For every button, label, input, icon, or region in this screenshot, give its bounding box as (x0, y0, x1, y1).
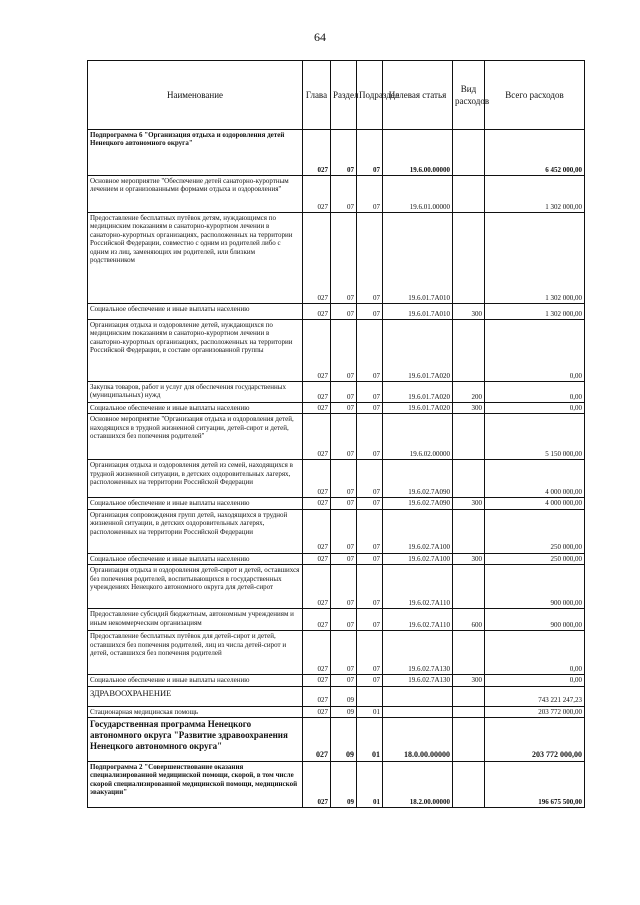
header-section: Раздел (331, 61, 357, 130)
row-subsection: 07 (357, 403, 383, 414)
table-row (88, 761, 585, 807)
row-name: Предоставление субсидий бюджетным, автономным учреждениям и иным некоммерческим организациям (88, 609, 303, 631)
row-article: 19.6.02.00000 (383, 414, 453, 460)
row-subsection: 01 (357, 706, 383, 717)
row-amount: 203 772 000,00 (485, 717, 585, 761)
table-row (88, 609, 585, 631)
row-amount: 1 302 000,00 (485, 213, 585, 304)
row-chapter: 027 (303, 176, 331, 213)
row-chapter: 027 (303, 213, 331, 304)
row-amount: 900 000,00 (485, 609, 585, 631)
row-section: 07 (331, 565, 357, 609)
row-subsection: 07 (357, 320, 383, 382)
row-article: 19.6.02.7А130 (383, 675, 453, 686)
table-row (88, 176, 585, 213)
row-name: Организация сопровождения групп детей, находящихся в трудной жизненной ситуации, в детских оздоровительных лагерях, расположенных на территории Российской Федерации (88, 509, 303, 553)
row-section: 07 (331, 176, 357, 213)
row-subsection: 07 (357, 631, 383, 675)
row-article (383, 686, 453, 706)
row-chapter: 027 (303, 686, 331, 706)
row-subsection: 07 (357, 460, 383, 498)
row-article: 19.6.01.00000 (383, 176, 453, 213)
table-row (88, 686, 585, 706)
row-amount: 0,00 (485, 320, 585, 382)
table-row (88, 706, 585, 717)
table-row (88, 553, 585, 564)
table-row (88, 213, 585, 304)
row-chapter: 027 (303, 414, 331, 460)
header-expense-type: Вид расходов (453, 61, 485, 130)
table-row (88, 675, 585, 686)
row-amount: 1 302 000,00 (485, 304, 585, 320)
table-row (88, 414, 585, 460)
row-chapter: 027 (303, 509, 331, 553)
row-section: 09 (331, 717, 357, 761)
row-chapter: 027 (303, 717, 331, 761)
table-row (88, 565, 585, 609)
row-section: 07 (331, 403, 357, 414)
row-article: 19.6.02.7А110 (383, 565, 453, 609)
row-amount: 4 000 000,00 (485, 498, 585, 509)
header-chapter: Глава (303, 61, 331, 130)
row-section: 07 (331, 460, 357, 498)
row-name: Социальное обеспечение и иные выплаты населению (88, 553, 303, 564)
row-article: 19.6.02.7А090 (383, 460, 453, 498)
row-subsection: 07 (357, 609, 383, 631)
row-subsection: 01 (357, 761, 383, 807)
row-chapter: 027 (303, 382, 331, 403)
row-amount: 900 000,00 (485, 565, 585, 609)
table-row (88, 509, 585, 553)
row-subsection: 07 (357, 176, 383, 213)
row-name: Социальное обеспечение и иные выплаты населению (88, 675, 303, 686)
table-row (88, 320, 585, 382)
row-name: Предоставление бесплатных путёвок детям, нуждающимся по медицинским показаниям в санаторно-курортном лечении в санаторно-курортных организациях, расположенных на территории Российской Федерации, совместно с одним из родителей либо с одним из лиц, заменяющих им родителей, или близким родственником (88, 213, 303, 304)
row-section: 09 (331, 761, 357, 807)
table-row (88, 130, 585, 176)
row-article: 19.6.02.7А100 (383, 509, 453, 553)
row-expense-type: 300 (453, 403, 485, 414)
row-section: 07 (331, 498, 357, 509)
row-chapter: 027 (303, 761, 331, 807)
header-subsection: Подраздел (357, 61, 383, 130)
row-expense-type: 300 (453, 498, 485, 509)
header-name: Наименование (88, 61, 303, 130)
row-article: 19.6.01.7А020 (383, 320, 453, 382)
row-subsection: 07 (357, 130, 383, 176)
row-section: 07 (331, 382, 357, 403)
row-subsection: 07 (357, 565, 383, 609)
row-section: 07 (331, 320, 357, 382)
row-chapter: 027 (303, 403, 331, 414)
table-row (88, 304, 585, 320)
header-article: Целевая статья (383, 61, 453, 130)
row-name: Социальное обеспечение и иные выплаты населению (88, 304, 303, 320)
row-chapter: 027 (303, 130, 331, 176)
row-article: 19.6.02.7А100 (383, 553, 453, 564)
row-subsection (357, 686, 383, 706)
row-expense-type (453, 213, 485, 304)
row-amount: 0,00 (485, 403, 585, 414)
row-amount: 203 772 000,00 (485, 706, 585, 717)
row-expense-type (453, 706, 485, 717)
row-subsection: 07 (357, 498, 383, 509)
row-expense-type: 300 (453, 553, 485, 564)
row-name: Организация отдыха и оздоровления детей-сирот и детей, оставшихся без попечения родителей, воспитывающихся в государственных учреждениях Ненецкого автономного округа для детей-сирот (88, 565, 303, 609)
row-chapter: 027 (303, 675, 331, 686)
row-amount: 1 302 000,00 (485, 176, 585, 213)
row-subsection: 07 (357, 213, 383, 304)
table-row (88, 382, 585, 403)
row-section: 09 (331, 686, 357, 706)
row-article: 19.6.01.7А010 (383, 304, 453, 320)
row-amount: 0,00 (485, 382, 585, 403)
row-expense-type (453, 565, 485, 609)
row-name: Закупка товаров, работ и услуг для обеспечения государственных (муниципальных) нужд (88, 382, 303, 403)
row-expense-type (453, 686, 485, 706)
row-amount: 0,00 (485, 675, 585, 686)
row-expense-type (453, 631, 485, 675)
table-row (88, 631, 585, 675)
row-amount: 6 452 000,00 (485, 130, 585, 176)
row-section: 07 (331, 304, 357, 320)
table-row (88, 498, 585, 509)
row-article: 18.0.00.00000 (383, 717, 453, 761)
budget-table (87, 60, 585, 808)
row-chapter: 027 (303, 460, 331, 498)
row-amount: 250 000,00 (485, 509, 585, 553)
row-chapter: 027 (303, 631, 331, 675)
row-chapter: 027 (303, 304, 331, 320)
row-amount: 250 000,00 (485, 553, 585, 564)
row-chapter: 027 (303, 553, 331, 564)
row-section: 09 (331, 706, 357, 717)
row-article: 19.6.01.7А010 (383, 213, 453, 304)
row-subsection: 07 (357, 509, 383, 553)
row-section: 07 (331, 675, 357, 686)
row-name: Стационарная медицинская помощь (88, 706, 303, 717)
row-expense-type: 300 (453, 304, 485, 320)
row-article (383, 706, 453, 717)
table-header-row (88, 61, 585, 130)
row-subsection: 07 (357, 553, 383, 564)
row-section: 07 (331, 609, 357, 631)
row-amount: 0,00 (485, 631, 585, 675)
row-expense-type (453, 761, 485, 807)
row-chapter: 027 (303, 609, 331, 631)
table-row (88, 460, 585, 498)
row-expense-type (453, 717, 485, 761)
row-subsection: 07 (357, 414, 383, 460)
row-expense-type (453, 460, 485, 498)
row-amount: 196 675 500,00 (485, 761, 585, 807)
header-total: Всего расходов (485, 61, 585, 130)
row-name: Социальное обеспечение и иные выплаты населению (88, 403, 303, 414)
row-article: 19.6.02.7А090 (383, 498, 453, 509)
row-chapter: 027 (303, 565, 331, 609)
row-expense-type (453, 176, 485, 213)
row-name: Основное мероприятие "Обеспечение детей санаторно-курортным лечением и организованными формами отдыха и оздоровления" (88, 176, 303, 213)
row-chapter: 027 (303, 498, 331, 509)
row-amount: 4 000 000,00 (485, 460, 585, 498)
table-row (88, 717, 585, 761)
page-number: 64 (314, 30, 326, 44)
row-expense-type: 600 (453, 609, 485, 631)
row-name: Организация отдыха и оздоровления детей из семей, находящихся в трудной жизненной ситуации, в детских оздоровительных лагерях, расположенных на территории Российской Федерации (88, 460, 303, 498)
row-subsection: 07 (357, 304, 383, 320)
row-amount: 743 221 247,23 (485, 686, 585, 706)
row-chapter: 027 (303, 706, 331, 717)
row-expense-type (453, 509, 485, 553)
row-article: 19.6.02.7А130 (383, 631, 453, 675)
row-amount: 5 150 000,00 (485, 414, 585, 460)
row-expense-type (453, 320, 485, 382)
row-chapter: 027 (303, 320, 331, 382)
row-section: 07 (331, 213, 357, 304)
row-subsection: 07 (357, 675, 383, 686)
row-name: Организация отдыха и оздоровление детей, нуждающихся по медицинским показаниям в санаторно-курортном лечении в санаторно-курортных организациях, расположенных на территории Российской Федерации, в составе организованной группы (88, 320, 303, 382)
row-section: 07 (331, 130, 357, 176)
table-row (88, 403, 585, 414)
row-name: Основное мероприятие "Организация отдыха и оздоровления детей, находящихся в трудной жизненной ситуации, детей-сирот и детей, оставшихся без попечения родителей" (88, 414, 303, 460)
row-section: 07 (331, 631, 357, 675)
row-name: Предоставление бесплатных путёвок для детей-сирот и детей, оставшихся без попечения родителей, лиц из числа детей-сирот и детей, оставшихся без попечения родителей (88, 631, 303, 675)
row-section: 07 (331, 414, 357, 460)
row-article: 19.6.00.00000 (383, 130, 453, 176)
row-name: ЗДРАВООХРАНЕНИЕ (88, 686, 303, 706)
row-expense-type (453, 130, 485, 176)
row-name: Социальное обеспечение и иные выплаты населению (88, 498, 303, 509)
row-article: 19.6.01.7А020 (383, 382, 453, 403)
row-name: Государственная программа Ненецкого автономного округа "Развитие здравоохранения Ненецкого автономного округа" (88, 717, 303, 761)
row-expense-type (453, 414, 485, 460)
row-name: Подпрограмма 2 "Совершенствование оказания специализированной медицинской помощи, скорой, в том числе скорой специализированной медицинской помощи, медицинской эвакуации" (88, 761, 303, 807)
row-section: 07 (331, 509, 357, 553)
row-article: 19.6.02.7А110 (383, 609, 453, 631)
row-expense-type: 300 (453, 675, 485, 686)
row-subsection: 07 (357, 382, 383, 403)
row-name: Подпрограмма 6 "Организация отдыха и оздоровления детей Ненецкого автономного округа" (88, 130, 303, 176)
row-subsection: 01 (357, 717, 383, 761)
row-expense-type: 200 (453, 382, 485, 403)
row-article: 18.2.00.00000 (383, 761, 453, 807)
row-section: 07 (331, 553, 357, 564)
row-article: 19.6.01.7А020 (383, 403, 453, 414)
